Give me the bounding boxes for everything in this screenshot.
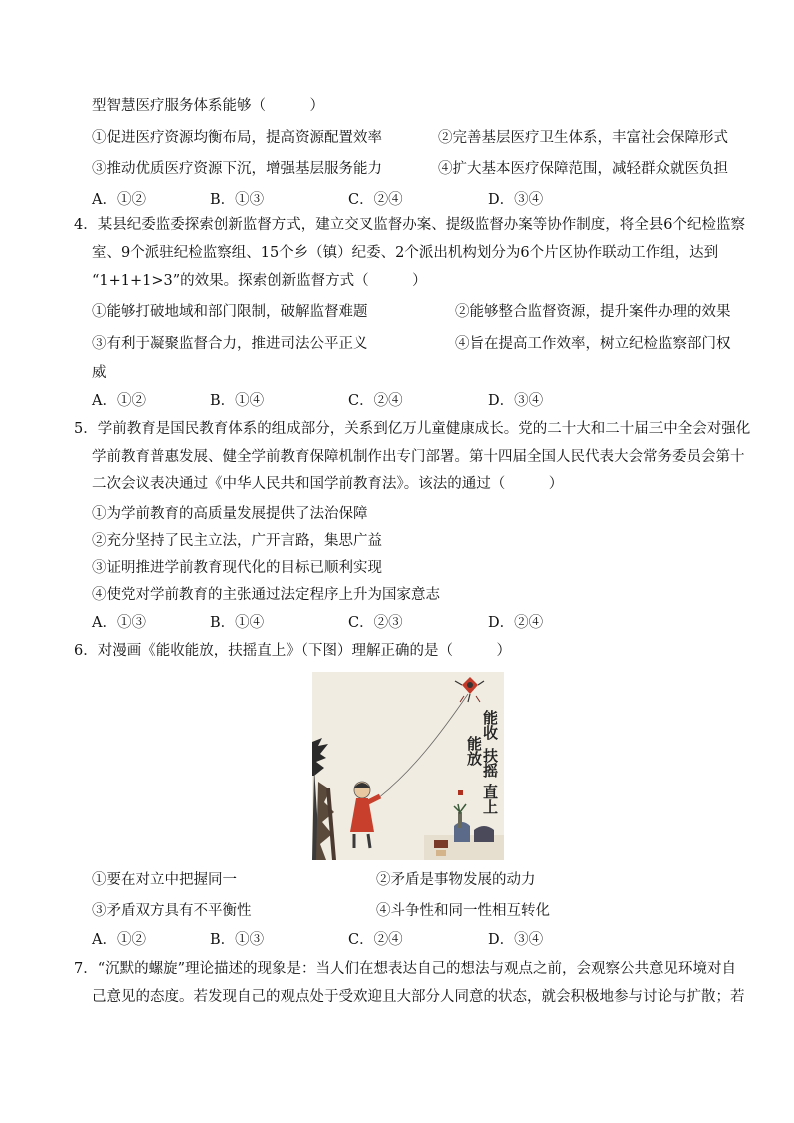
q3-choice-d[interactable]: D．③④: [488, 192, 544, 208]
q4-choice-a[interactable]: A．①②: [92, 393, 146, 409]
q3-choice-b[interactable]: B．①③: [210, 192, 265, 208]
q3-option-4: ④扩大基本医疗保障范围，减轻群众就医负担: [438, 161, 728, 177]
q3-option-2: ②完善基层医疗卫生体系，丰富社会保障形式: [438, 130, 728, 146]
q4-stem-line-2: 室、9个派驻纪检监察组、15个乡（镇）纪委、2个派出机构划分为6个片区协作联动工作组，达到: [92, 245, 719, 261]
q5-stem-line-2: 学前教育普惠发展、健全学前教育保障机制作出专门部署。第十四届全国人民代表大会常务委员会第十: [92, 449, 745, 465]
q6-option-4: ④斗争性和同一性相互转化: [376, 903, 550, 919]
calligraphy-col-2: 能放: [465, 736, 483, 766]
kite-icon: [455, 677, 484, 702]
q4-choice-d[interactable]: D．③④: [488, 393, 544, 409]
q5-choice-c[interactable]: C．②③: [348, 615, 403, 631]
q3-stem-tail: 型智慧医疗服务体系能够（ ）: [92, 98, 324, 114]
q6-choice-c[interactable]: C．②④: [348, 932, 403, 948]
q4-stem-line-3: “1+1+1>3”的效果。探索创新监督方式（ ）: [92, 273, 427, 289]
q3-choice-a[interactable]: A．①②: [92, 192, 146, 208]
q6-option-2: ②矛盾是事物发展的动力: [376, 872, 536, 888]
q3-option-3: ③推动优质医疗资源下沉，增强基层服务能力: [92, 161, 382, 177]
calligraphy-col-3: 扶摇: [481, 748, 499, 778]
q5-choice-b[interactable]: B．①④: [210, 615, 265, 631]
q5-option-2: ②充分坚持了民主立法，广开言路，集思广益: [92, 533, 382, 549]
q4-option-2: ②能够整合监督资源，提升案件办理的效果: [455, 304, 731, 320]
q4-choice-b[interactable]: B．①④: [210, 393, 265, 409]
q5-stem-line-3: 二次会议表决通过《中华人民共和国学前教育法》。该法的通过（ ）: [92, 476, 564, 492]
q5-choice-a[interactable]: A．①③: [92, 615, 146, 631]
calligraphy-col-1: 能收: [481, 710, 499, 740]
q5-option-1: ①为学前教育的高质量发展提供了法治保障: [92, 506, 368, 522]
q6-stem: 6．对漫画《能收能放，扶摇直上》（下图）理解正确的是（ ）: [74, 643, 511, 659]
q5-option-3: ③证明推进学前教育现代化的目标已顺利实现: [92, 560, 382, 576]
child-figure-icon: [350, 782, 380, 848]
kite-cartoon-image: [312, 672, 504, 860]
q6-choice-a[interactable]: A．①②: [92, 932, 146, 948]
q4-stem-line-1: 4．某县纪委监委探索创新监督方式，建立交叉监督办案、提级监督办案等协作制度，将全县6个纪检监察: [74, 217, 745, 233]
q7-stem-line-2: 己意见的态度。若发现自己的观点处于受欢迎且大部分人同意的状态，就会积极地参与讨论与扩散；若: [92, 989, 745, 1005]
q3-option-1: ①促进医疗资源均衡布局，提高资源配置效率: [92, 130, 382, 146]
q6-choice-b[interactable]: B．①③: [210, 932, 265, 948]
q4-option-3: ③有利于凝聚监督合力，推进司法公平正义: [92, 336, 368, 352]
q5-stem-line-1: 5．学前教育是国民教育体系的组成部分，关系到亿万儿童健康成长。党的二十大和二十届三中全会对强化: [74, 421, 751, 437]
q6-option-1: ①要在对立中把握同一: [92, 872, 237, 888]
q6-option-3: ③矛盾双方具有不平衡性: [92, 903, 252, 919]
q4-option-1: ①能够打破地域和部门限制，破解监督难题: [92, 304, 368, 320]
calligraphy-col-4: 直上: [481, 784, 499, 814]
artist-seal-icon: [458, 790, 463, 795]
q4-option-4-wrap: 威: [92, 365, 107, 381]
q6-choice-d[interactable]: D．③④: [488, 932, 544, 948]
q5-choice-d[interactable]: D．②④: [488, 615, 544, 631]
q3-choice-c[interactable]: C．②④: [348, 192, 403, 208]
q7-stem-line-1: 7．“沉默的螺旋”理论描述的现象是：当人们在想表达自己的想法与观点之前，会观察公共意见环境对自: [74, 961, 737, 977]
q4-option-4: ④旨在提高工作效率，树立纪检监察部门权: [455, 336, 731, 352]
q4-choice-c[interactable]: C．②④: [348, 393, 403, 409]
q5-option-4: ④使党对学前教育的主张通过法定程序上升为国家意志: [92, 587, 440, 603]
